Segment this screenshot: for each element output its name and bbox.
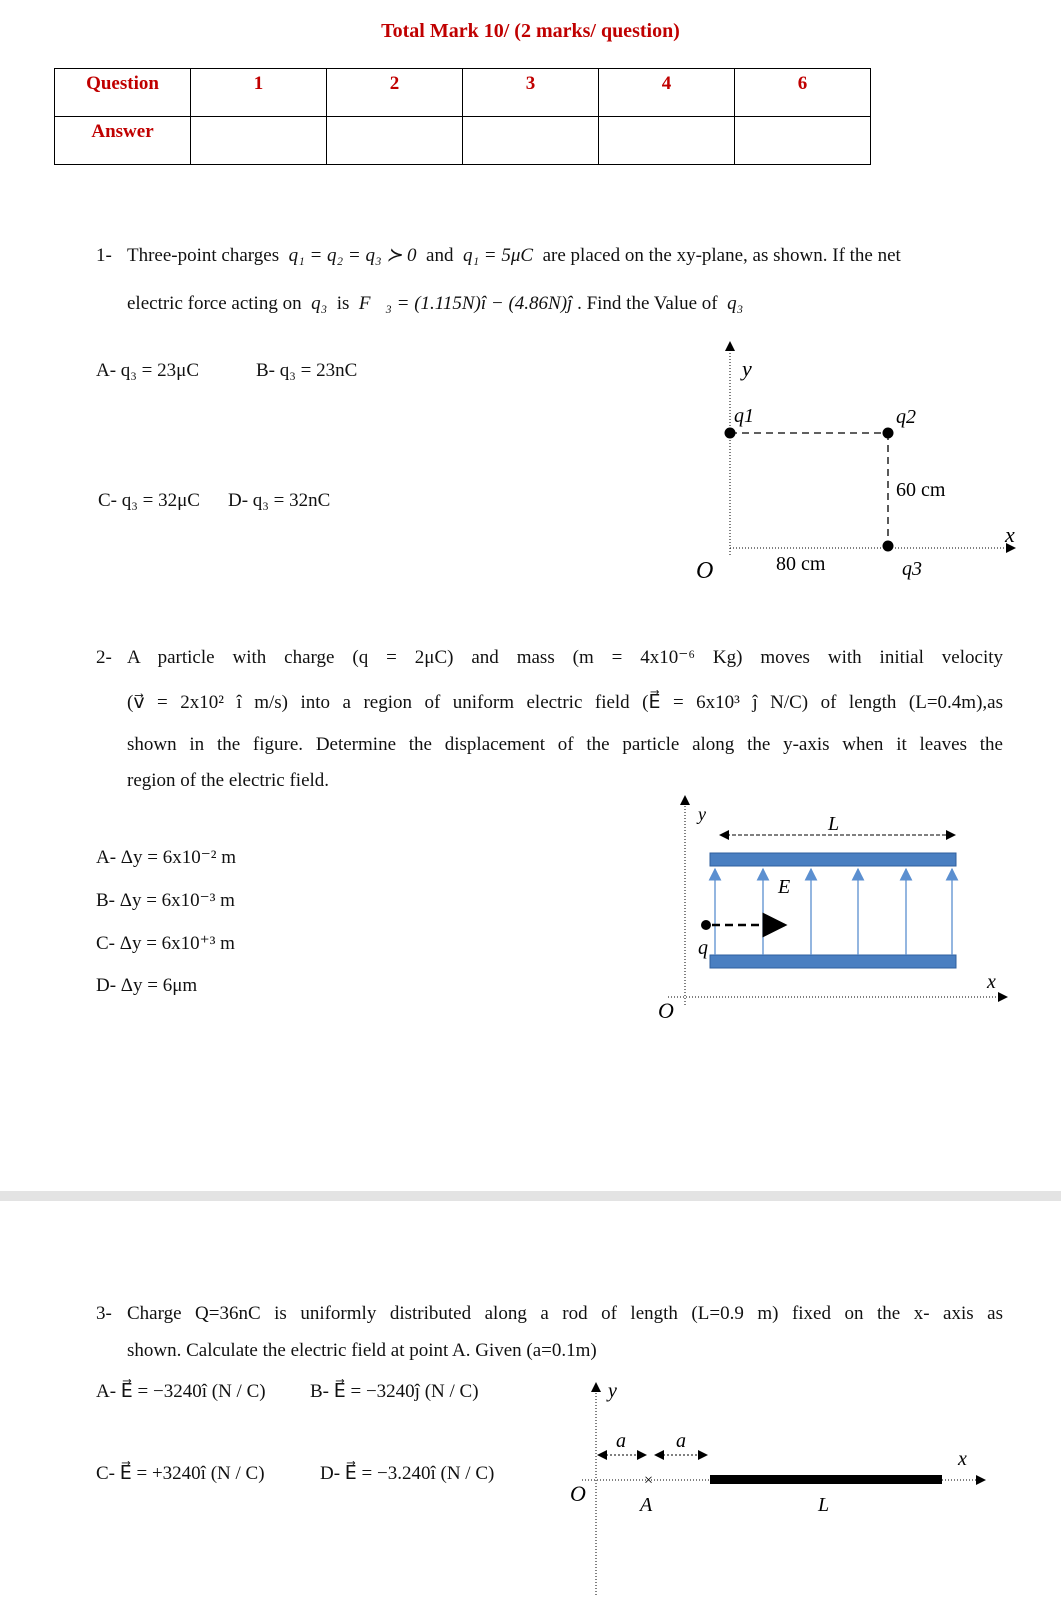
q2-option-c[interactable]: C- Δy = 6x10⁺³ m xyxy=(96,933,235,954)
q1-charge xyxy=(725,428,736,439)
q2-line-2: (v⃗ = 2x10² î m/s) into a region of uniform electric field (E⃗ = 6x10³ ĵ N/C) of length (L=0.4m),as xyxy=(127,692,1003,713)
x-axis-label: x xyxy=(958,1448,967,1470)
q1-text: . Find the Value of xyxy=(577,293,718,314)
x-axis-label: x xyxy=(987,971,996,993)
x-axis-label: x xyxy=(1005,522,1015,547)
bottom-plate xyxy=(710,955,956,968)
q2-option-a[interactable]: A- Δy = 6x10⁻² m xyxy=(96,847,236,868)
q3-option-a[interactable]: A- E⃗ = −3240î (N / C) xyxy=(96,1381,266,1402)
answer-cell[interactable] xyxy=(463,117,599,165)
page-divider xyxy=(0,1191,1061,1201)
q1-math: q₃ xyxy=(311,293,328,314)
origin-label: O xyxy=(696,558,714,584)
q1-text: is xyxy=(336,293,350,314)
answer-cell[interactable] xyxy=(327,117,463,165)
charged-rod xyxy=(710,1475,942,1484)
rod-length-label: L xyxy=(818,1494,830,1516)
q2-line-1: A particle with charge (q = 2μC) and mass (m = 4x10⁻⁶ Kg) moves with initial velocity xyxy=(127,647,1003,668)
answer-header-cell: Answer xyxy=(55,117,191,165)
table-row xyxy=(55,117,871,165)
question-number-cell: 6 xyxy=(735,69,871,117)
question-number-cell: 4 xyxy=(599,69,735,117)
q1-option-d[interactable]: D- q₃ = 32nC xyxy=(228,490,331,511)
table-row xyxy=(55,69,871,117)
point-a-marker: × xyxy=(644,1472,654,1489)
y-axis-label: y xyxy=(742,356,752,381)
q1-text: electric force acting on xyxy=(127,293,302,314)
q3-line-2: shown. Calculate the electric field at point A. Given (a=0.1m) xyxy=(127,1340,597,1361)
point-a-label: A xyxy=(640,1494,653,1516)
q3-option-b[interactable]: B- E⃗ = −3240ĵ (N / C) xyxy=(310,1381,479,1402)
q1-option-c[interactable]: C- q₃ = 32μC xyxy=(98,490,200,511)
q2-line-4: region of the electric field. xyxy=(127,770,330,791)
field-lines xyxy=(715,869,952,955)
marks-table xyxy=(54,68,871,165)
origin-label: O xyxy=(658,998,674,1023)
q1-line-2 xyxy=(127,292,743,316)
q1-text: are placed on the xy-plane, as shown. If the net xyxy=(542,245,901,266)
q3-option-d[interactable]: D- E⃗ = −3.240î (N / C) xyxy=(320,1463,495,1484)
charge-particle xyxy=(701,920,711,930)
q3-line-1: Charge Q=36nC is uniformly distributed along a rod of length (L=0.9 m) fixed on the x- axis as xyxy=(127,1303,1003,1324)
page-title: Total Mark 10/ (2 marks/ question) xyxy=(381,20,680,42)
q2-option-d[interactable]: D- Δy = 6μm xyxy=(96,975,198,996)
q1-math: q₃ xyxy=(727,293,744,314)
a-label-1: a xyxy=(616,1430,626,1452)
q2-number: 2- xyxy=(96,647,112,668)
q3-number: 3- xyxy=(96,1303,112,1324)
q1-figure xyxy=(680,330,1050,590)
question-number-cell: 3 xyxy=(463,69,599,117)
answer-cell[interactable] xyxy=(599,117,735,165)
q1-text: and xyxy=(426,245,454,266)
q2-option-b[interactable]: B- Δy = 6x10⁻³ m xyxy=(96,890,235,911)
length-label: L xyxy=(828,813,840,835)
origin-label: O xyxy=(570,1481,586,1506)
q1-line-1 xyxy=(127,244,977,268)
q3-charge xyxy=(883,541,894,552)
y-axis-label: y xyxy=(698,804,706,824)
q3-figure xyxy=(560,1375,1000,1600)
a-label-2: a xyxy=(676,1430,686,1452)
charge-label: q xyxy=(698,937,708,959)
top-plate xyxy=(710,853,956,866)
q3-label: q3 xyxy=(902,558,922,580)
q2-label: q2 xyxy=(896,406,916,428)
q1-force-math: F⃗₃ = (1.115N)î − (4.86N)ĵ xyxy=(358,293,573,314)
question-header-cell: Question xyxy=(55,69,191,117)
q1-text: Three-point charges xyxy=(127,245,280,266)
question-number-cell: 2 xyxy=(327,69,463,117)
q1-math: q₁ = 5μC xyxy=(462,245,534,266)
q3-option-c[interactable]: C- E⃗ = +3240î (N / C) xyxy=(96,1463,265,1484)
width-label: 80 cm xyxy=(776,553,826,575)
q2-line-3: shown in the figure. Determine the displacement of the particle along the y-axis when it leaves the xyxy=(127,734,1003,755)
q2-charge xyxy=(883,428,894,439)
field-label: E⃗ xyxy=(778,876,806,898)
q2-figure xyxy=(650,790,1030,1030)
answer-cell[interactable] xyxy=(735,117,871,165)
answer-cell[interactable] xyxy=(191,117,327,165)
y-axis-label: y xyxy=(608,1380,617,1402)
q1-option-a[interactable]: A- q₃ = 23μC xyxy=(96,360,199,381)
q1-number: 1- xyxy=(96,245,112,266)
q1-label: q1 xyxy=(734,405,754,427)
question-number-cell: 1 xyxy=(191,69,327,117)
q1-math: q₁ = q₂ = q₃ ≻ 0 xyxy=(288,245,417,266)
height-label: 60 cm xyxy=(896,479,946,501)
q1-option-b[interactable]: B- q₃ = 23nC xyxy=(256,360,358,381)
